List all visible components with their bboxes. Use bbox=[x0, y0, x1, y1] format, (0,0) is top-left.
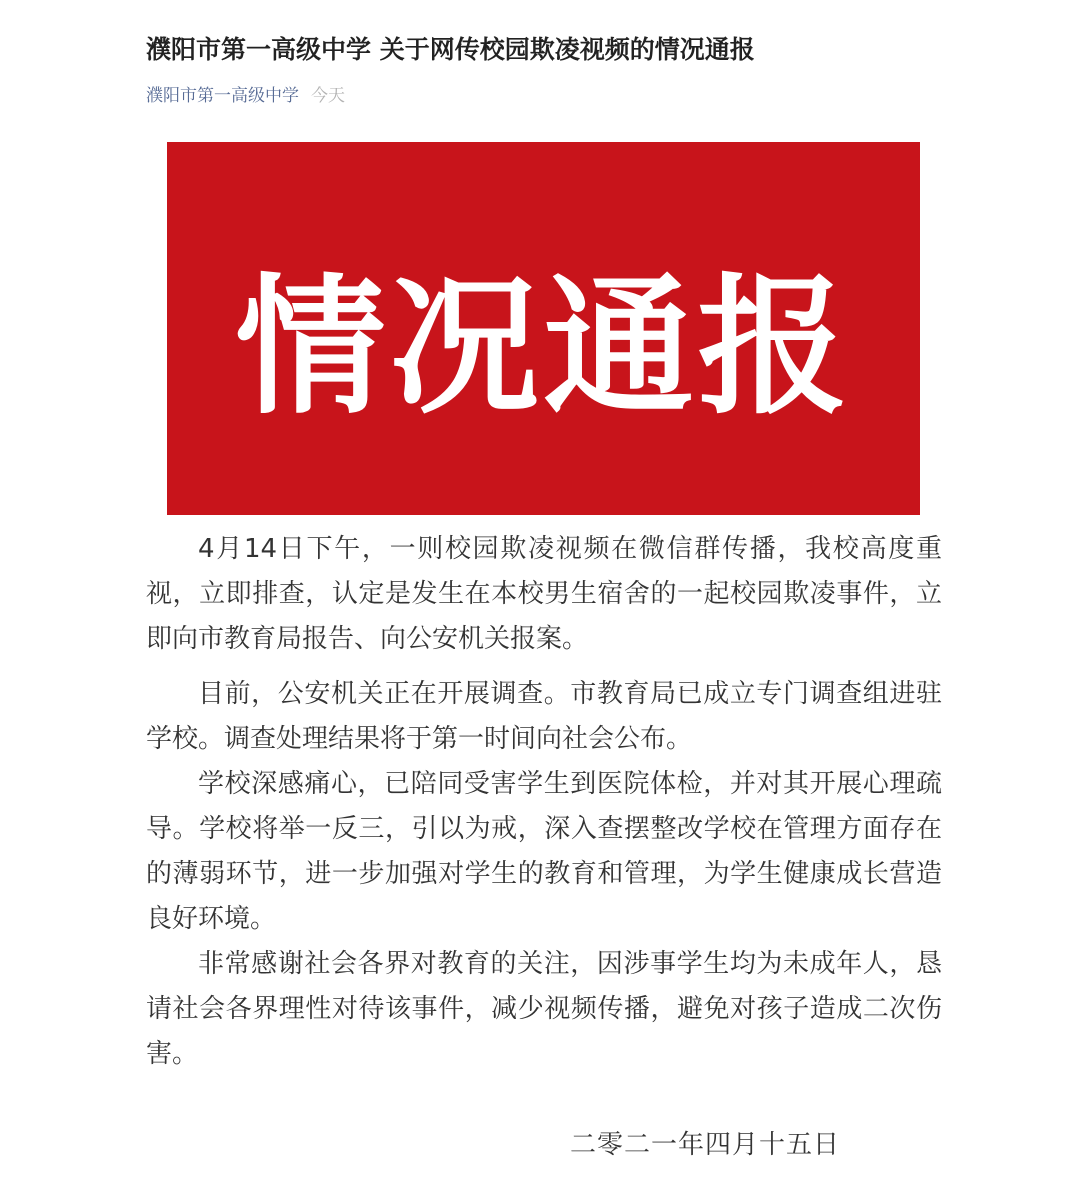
article-body bbox=[146, 527, 942, 1077]
banner-image bbox=[167, 142, 920, 515]
paragraph: 4月14日下午，一则校园欺凌视频在微信群传播，我校高度重视，立即排查，认定是发生在本校男生宿舍的一起校园欺凌事件，立即向市教育局报告、向公安机关报案。 bbox=[146, 534, 942, 654]
paragraph: 目前，公安机关正在开展调查。市教育局已成立专门调查组进驻学校。调查处理结果将于第一时间向社会公布。 bbox=[146, 679, 942, 754]
paragraph: 学校深感痛心，已陪同受害学生到医院体检，并对其开展心理疏导。学校将举一反三，引以为戒，深入查摆整改学校在管理方面存在的薄弱环节，进一步加强对学生的教育和管理，为学生健康成长营造良好环境。 bbox=[146, 769, 942, 934]
publish-time: 今天 bbox=[311, 86, 345, 106]
signature-date: 二零二一年四月十五日 bbox=[570, 1130, 841, 1160]
article-title: 濮阳市第一高级中学 关于网传校园欺凌视频的情况通报 bbox=[146, 35, 755, 64]
article-meta bbox=[146, 81, 345, 106]
banner-text: 情况通报 bbox=[235, 260, 852, 435]
source-account-link[interactable]: 濮阳市第一高级中学 bbox=[146, 86, 299, 106]
paragraph: 非常感谢社会各界对教育的关注，因涉事学生均为未成年人，恳请社会各界理性对待该事件，减少视频传播，避免对孩子造成二次伤害。 bbox=[146, 949, 942, 1069]
